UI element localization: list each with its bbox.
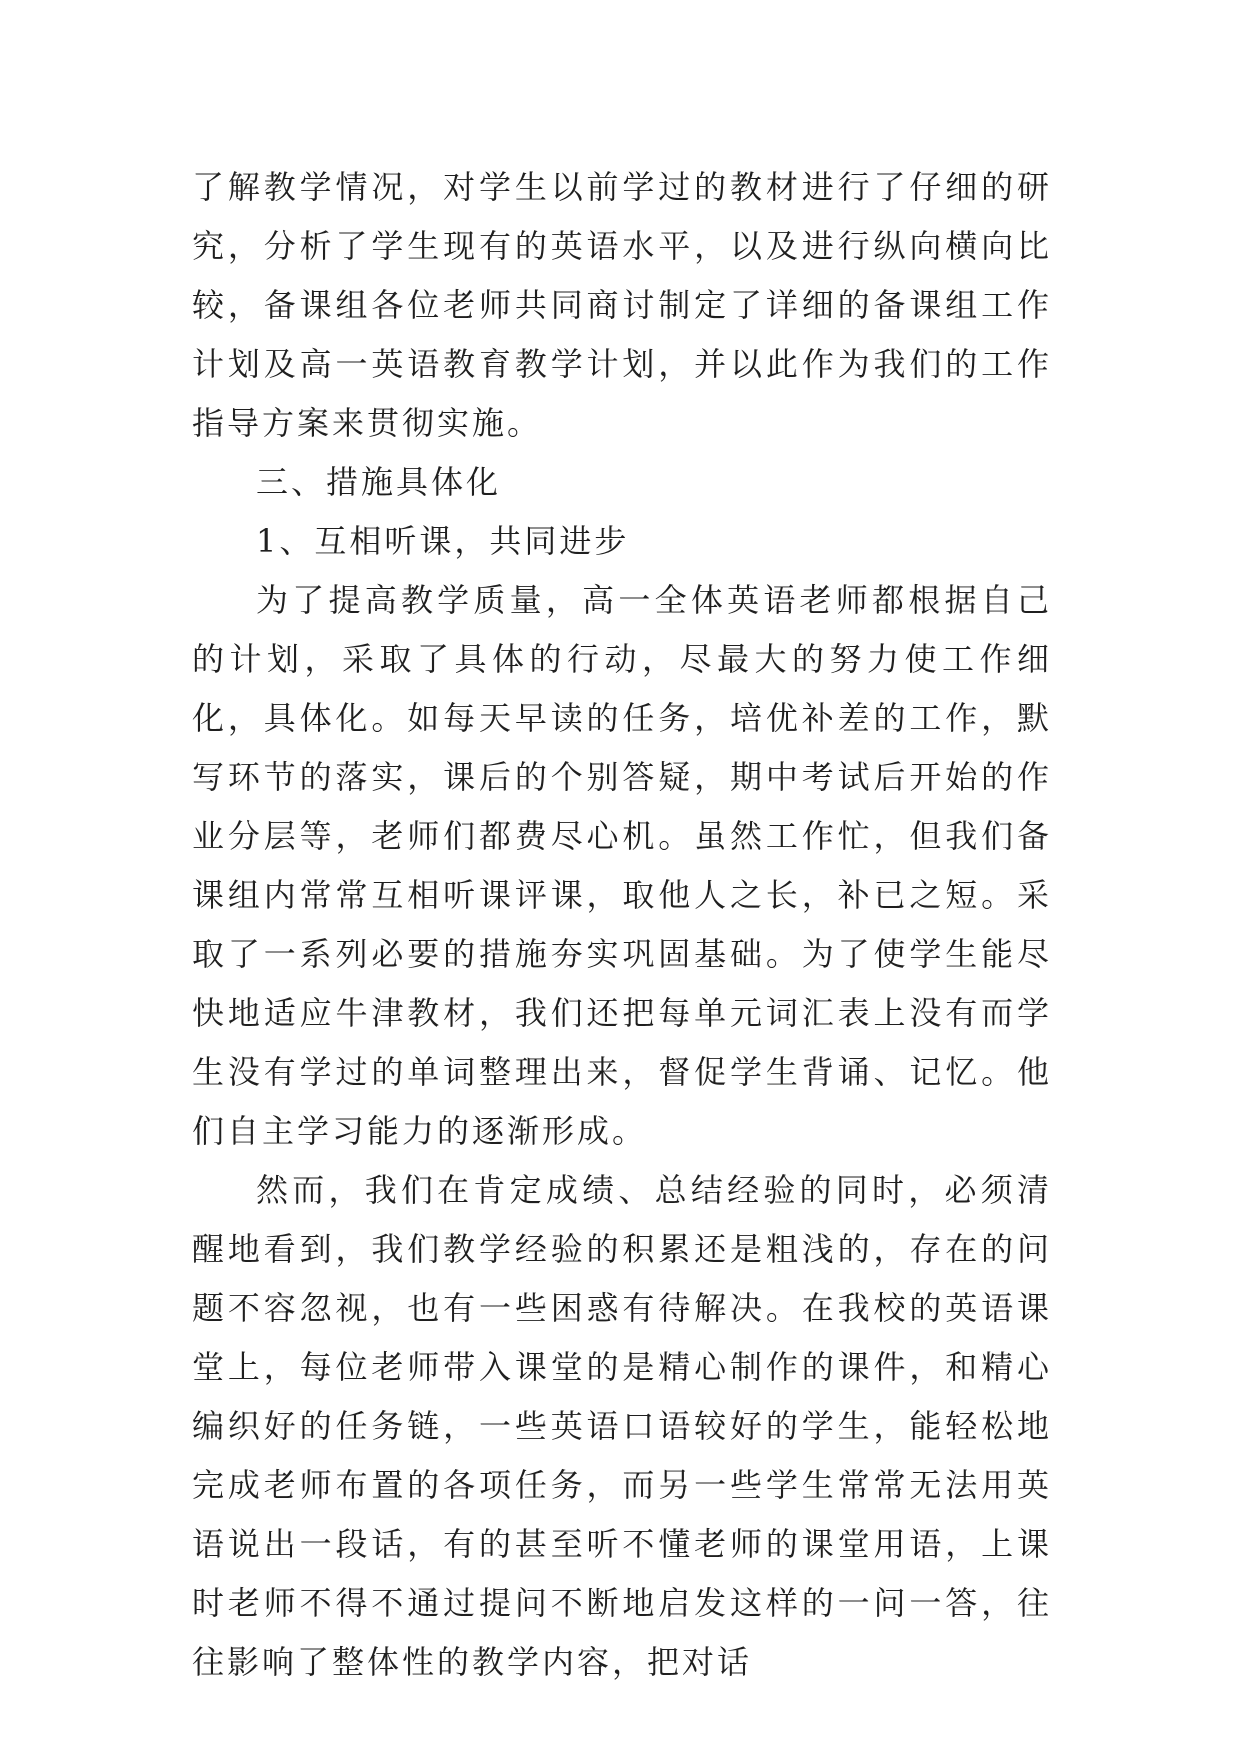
paragraph-continued: 了解教学情况，对学生以前学过的教材进行了仔细的研究，分析了学生现有的英语水平，以及进行纵向横向比较，备课组各位老师共同商讨制定了详细的备课组工作计划及高一英语教育教学计划，并以此作为我们的工作指导方案来贯彻实施。	[192, 168, 1052, 442]
paragraph-problems: 然而，我们在肯定成绩、总结经验的同时，必须清醒地看到，我们教学经验的积累还是粗浅的，存在的问题不容忽视，也有一些困惑有待解决。在我校的英语课堂上，每位老师带入课堂的是精心制作的课件，和精心编织好的任务链，一些英语口语较好的学生，能轻松地完成老师布置的各项任务，而另一些学生常常无法用英语说出一段话，有的甚至听不懂老师的课堂用语，上课时老师不得不通过提问不断地启发这样的一问一答，往往影响了整体性的教学内容，把对话	[192, 1171, 1052, 1681]
subheading-mutual-lesson-observation: 1、互相听课，共同进步	[256, 522, 630, 560]
document-body	[192, 158, 1052, 1692]
section-heading-measures: 三、措施具体化	[256, 463, 502, 501]
paragraph-teaching-quality: 为了提高教学质量，高一全体英语老师都根据自己的计划，采取了具体的行动，尽最大的努力使工作细化，具体化。如每天早读的任务，培优补差的工作，默写环节的落实，课后的个别答疑，期中考试后开始的作业分层等，老师们都费尽心机。虽然工作忙，但我们备课组内常常互相听课评课，取他人之长，补已之短。采取了一系列必要的措施夯实巩固基础。为了使学生能尽快地适应牛津教材，我们还把每单元词汇表上没有而学生没有学过的单词整理出来，督促学生背诵、记忆。他们自主学习能力的逐渐形成。	[192, 581, 1052, 1150]
